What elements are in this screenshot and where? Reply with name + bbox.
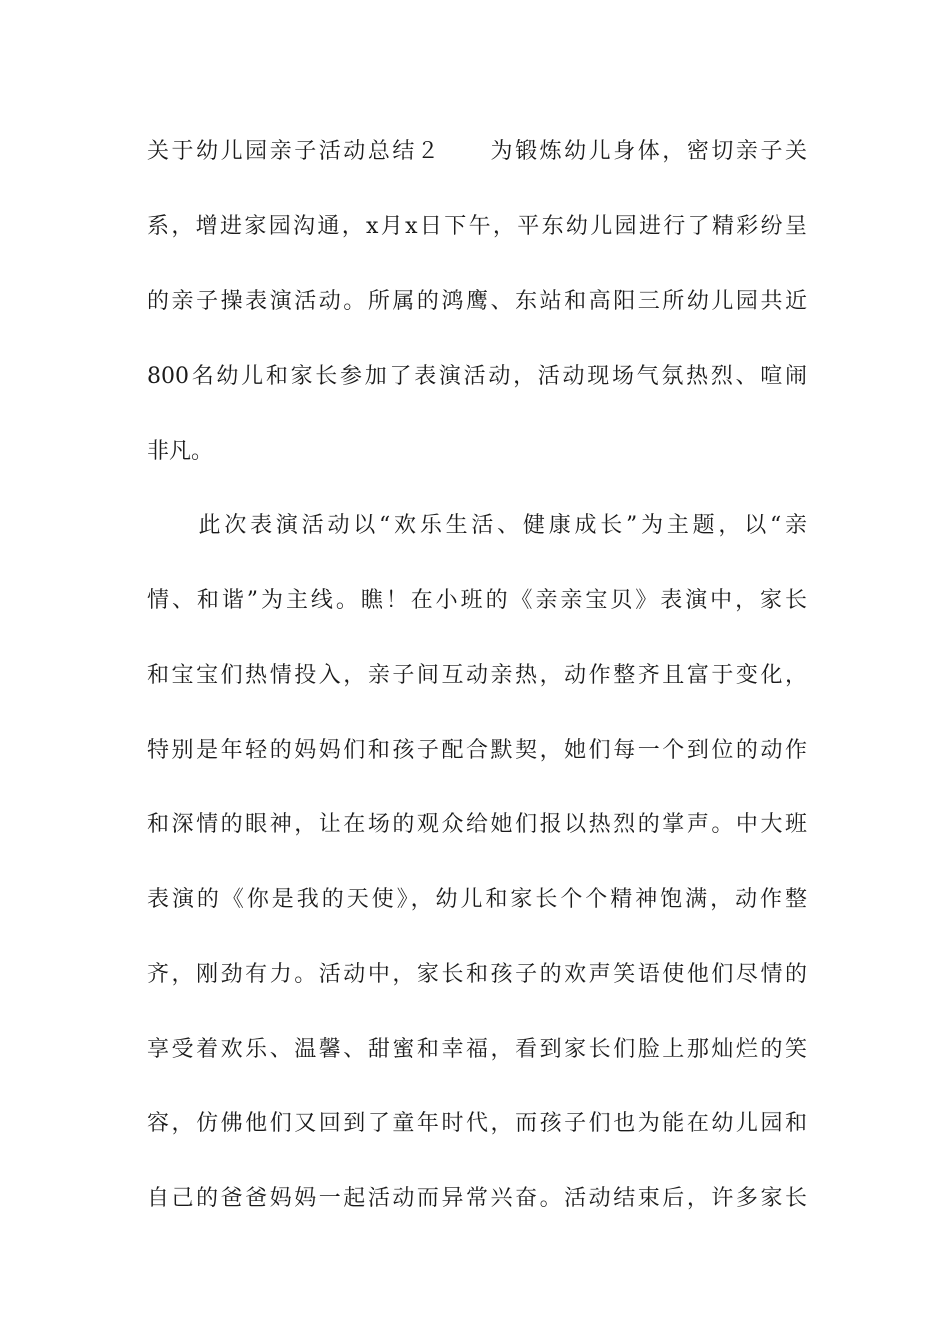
text-line: 系，增进家园沟通，x月x日下午，平东幼儿园进行了精彩纷呈	[147, 214, 807, 239]
text-line: 自己的爸爸妈妈一起活动而异常兴奋。活动结束后，许多家长	[147, 1186, 807, 1211]
text-line: 和深情的眼神，让在场的观众给她们报以热烈的掌声。中大班	[147, 812, 807, 837]
text-line: 800名幼儿和家长参加了表演活动，活动现场气氛热烈、喧闹	[147, 364, 807, 389]
text-line: 关于幼儿园亲子活动总结２ 为锻炼幼儿身体，密切亲子关	[147, 139, 807, 164]
text-line: 表演的《你是我的天使》，幼儿和家长个个精神饱满，动作整	[147, 887, 807, 912]
text-line: 非凡。	[147, 439, 214, 464]
text-line: 享受着欢乐、温馨、甜蜜和幸福，看到家长们脸上那灿烂的笑	[147, 1037, 807, 1062]
text-line: 情、和谐”为主线。瞧！在小班的《亲亲宝贝》表演中，家长	[147, 588, 807, 613]
text-line: 齐，刚劲有力。活动中，家长和孩子的欢声笑语使他们尽情的	[147, 962, 807, 987]
text-line: 的亲子操表演活动。所属的鸿鹰、东站和高阳三所幼儿园共近	[147, 289, 807, 314]
text-line: 容，仿佛他们又回到了童年时代，而孩子们也为能在幼儿园和	[147, 1111, 807, 1136]
text-line: 和宝宝们热情投入，亲子间互动亲热，动作整齐且富于变化，	[147, 663, 807, 688]
text-line: 特别是年轻的妈妈们和孩子配合默契，她们每一个到位的动作	[147, 738, 807, 763]
text-line: 此次表演活动以“欢乐生活、健康成长”为主题，以“亲	[147, 513, 807, 538]
